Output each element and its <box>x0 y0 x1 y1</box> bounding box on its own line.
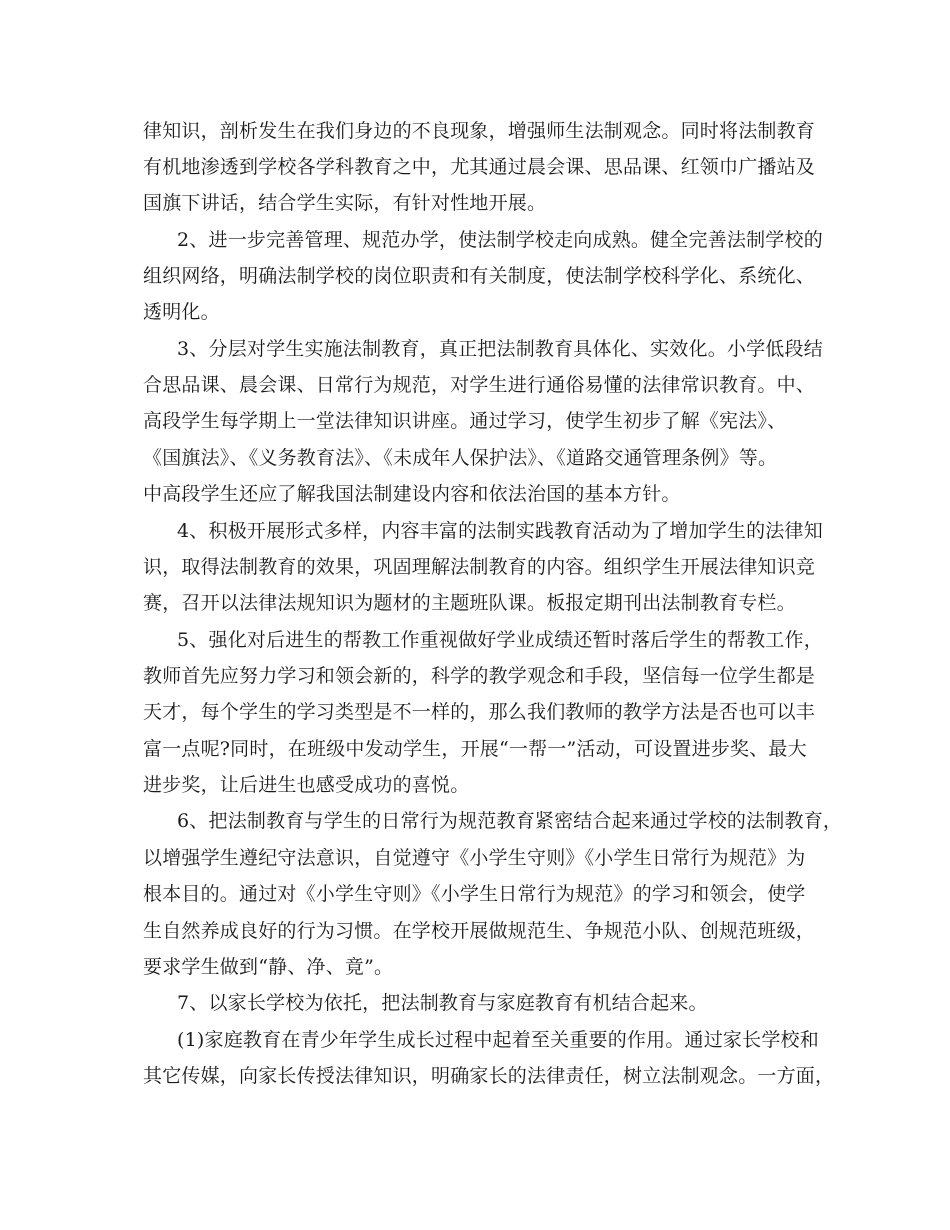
text-line-14: 赛，召开以法律法规知识为题材的主题班队课。板报定期刊出法制教育专栏。 <box>143 592 796 614</box>
text-line-1: 律知识，剖析发生在我们身边的不良现象，增强师生法制观念。同时将法制教育 <box>143 120 816 142</box>
text-line-27: 其它传媒，向家长传授法律知识，明确家长的法律责任，树立法制观念。一方面， <box>143 1065 835 1087</box>
text-line-16: 教师首先应努力学习和领会新的，科学的教学观念和手段，坚信每一位学生都是 <box>143 665 816 687</box>
text-line-13: 识，取得法制教育的效果，巩固理解法制教育的内容。组织学生开展法律知识竞 <box>143 556 816 578</box>
text-line-26: (1)家庭教育在青少年学生成长过程中起着至关重要的作用。通过家长学校和 <box>177 1029 819 1051</box>
text-line-24: 要求学生做到“静、净、竟”。 <box>143 956 394 978</box>
text-line-4: 2、进一步完善管理、规范办学，使法制学校走向成熟。健全完善法制学校的 <box>177 229 823 251</box>
text-line-19: 进步奖，让后进生也感受成功的喜悦。 <box>143 774 470 796</box>
text-line-22: 根本目的。通过对《小学生守则》《小学生日常行为规范》的学习和领会，使学 <box>143 883 806 905</box>
text-line-12: 4、积极开展形式多样，内容丰富的法制实践教育活动为了增加学生的法律知 <box>177 520 823 542</box>
text-line-7: 3、分层对学生实施法制教育，真正把法制教育具体化、实效化。小学低段结 <box>177 338 823 360</box>
text-line-2: 有机地渗透到学校各学科教育之中，尤其通过晨会课、思品课、红领巾广播站及 <box>143 156 816 178</box>
text-line-21: 以增强学生遵纪守法意识，自觉遵守《小学生守则》《小学生日常行为规范》为 <box>143 847 806 869</box>
text-line-25: 7、以家长学校为依托，把法制教育与家庭教育有机结合起来。 <box>177 992 708 1014</box>
text-line-6: 透明化。 <box>143 301 220 323</box>
text-line-11: 中高段学生还应了解我国法制建设内容和依法治国的基本方针。 <box>143 483 681 505</box>
text-line-8: 合思品课、晨会课、日常行为规范，对学生进行通俗易懂的法律常识教育。中、 <box>143 374 816 396</box>
text-line-17: 天才，每个学生的学习类型是不一样的，那么我们教师的教学方法是否也可以丰 <box>143 701 816 723</box>
text-line-3: 国旗下讲话，结合学生实际，有针对性地开展。 <box>143 192 547 214</box>
text-line-18: 富一点呢?同时，在班级中发动学生，开展“一帮一”活动，可设置进步奖、最大 <box>143 738 807 760</box>
text-line-10: 《国旗法》、《义务教育法》、《未成年人保护法》、《道路交通管理条例》等。 <box>143 447 778 469</box>
text-line-15: 5、强化对后进生的帮教工作重视做好学业成绩还暂时落后学生的帮教工作， <box>177 629 823 651</box>
text-line-23: 生自然养成良好的行为习惯。在学校开展做规范生、争规范小队、创规范班级， <box>143 920 816 942</box>
text-line-9: 高段学生每学期上一堂法律知识讲座。通过学习，使学生初步了解《宪法》、 <box>143 410 787 432</box>
text-line-5: 组织网络，明确法制学校的岗位职责和有关制度，使法制学校科学化、系统化、 <box>143 265 816 287</box>
text-line-20: 6、把法制教育与学生的日常行为规范教育紧密结合起来通过学校的法制教育， <box>177 810 843 832</box>
